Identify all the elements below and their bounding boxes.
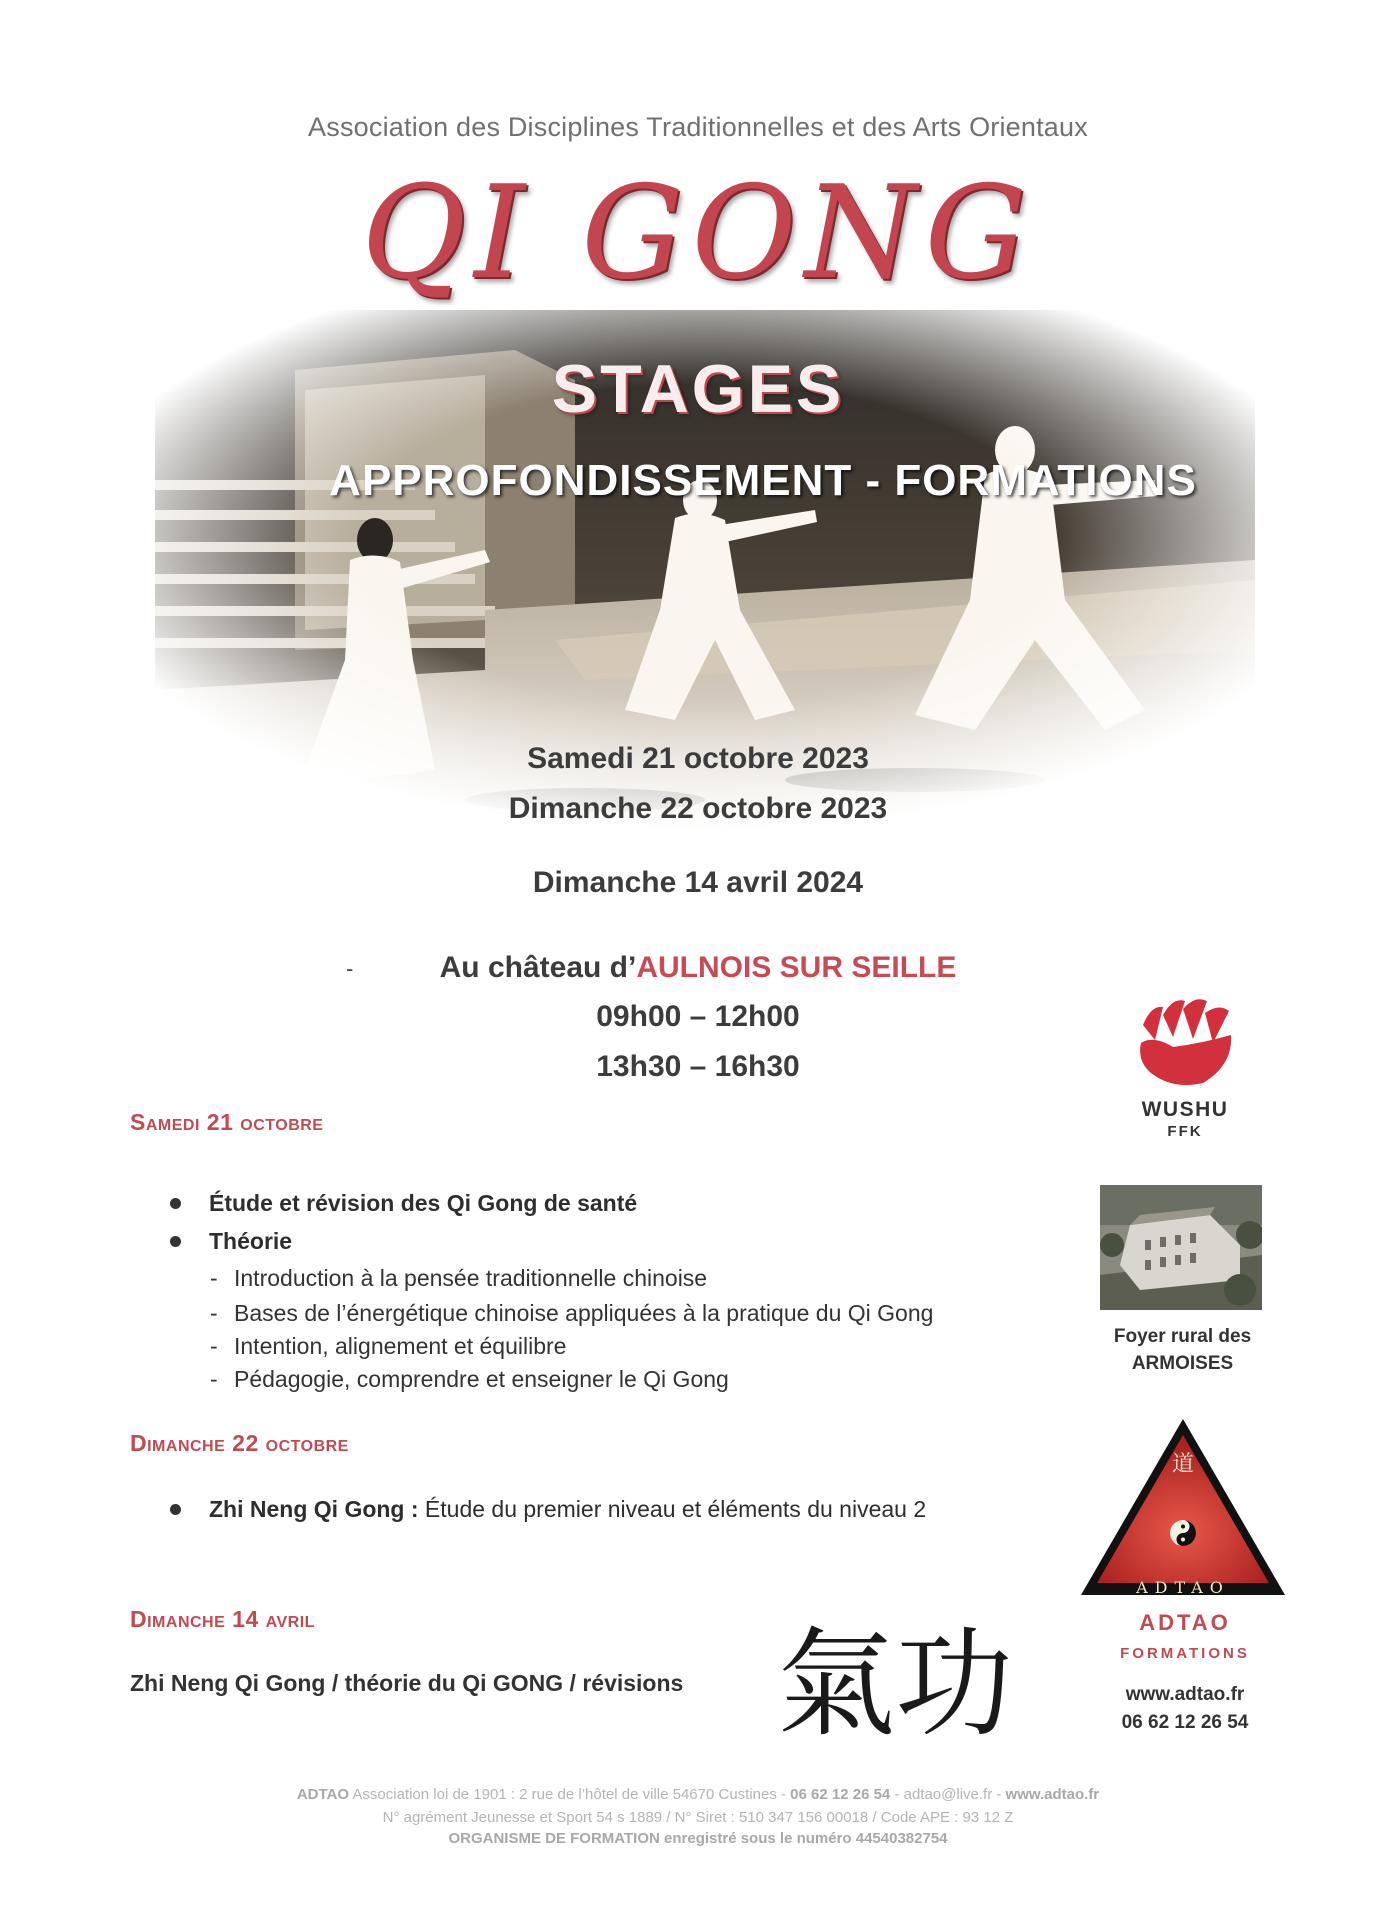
section-heading-dimanche-avril: Dimanche 14 avril — [130, 1606, 315, 1632]
venue-prefix: Au château d’ — [439, 951, 637, 984]
footer-line-1: ADTAO Association loi de 1901 : 2 rue de l’hôtel de ville 54670 Custines - 06 62 12 26 54 - adtao@live.fr - www.adtao.fr — [296, 1786, 1100, 1803]
subtitle: APPROFONDISSEMENT - FORMATIONS — [329, 456, 1197, 505]
sub-item: - Intention, alignement et équilibre — [210, 1333, 567, 1359]
svg-text:道: 道 — [1171, 1452, 1195, 1477]
adtao-label: ADTAO — [1139, 1610, 1231, 1635]
footer-line-3: ORGANISME DE FORMATION enregistré sous le numéro 44540382754 — [448, 1830, 948, 1847]
date-1: Samedi 21 octobre 2023 — [527, 742, 869, 775]
time-morning: 09h00 – 12h00 — [596, 1000, 800, 1033]
association-name: Association des Disciplines Traditionnelles et des Arts Orientaux — [308, 112, 1088, 142]
website-link[interactable]: www.adtao.fr — [1125, 1684, 1245, 1705]
ffk-label: FFK — [1167, 1123, 1203, 1140]
stages-heading: STAGES — [551, 351, 845, 427]
bullet-text: Étude du premier niveau et éléments du niveau 2 — [418, 1496, 927, 1522]
wushu-label: WUSHU — [1141, 1098, 1229, 1121]
foyer-label-line2: ARMOISES — [1131, 1353, 1234, 1374]
venue — [0, 951, 1396, 985]
avril-program: Zhi Neng Qi Gong / théorie du Qi GONG / révisions — [130, 1670, 684, 1696]
main-title: QI GONG — [361, 159, 1035, 308]
date-3: Dimanche 14 avril 2024 — [532, 866, 864, 899]
chateau-photo — [1100, 1185, 1262, 1310]
bullet-dot — [170, 1198, 181, 1209]
wushu-fist-logo — [1133, 995, 1238, 1090]
venue-name: AULNOIS SUR SEILLE — [636, 951, 957, 984]
date-2: Dimanche 22 octobre 2023 — [508, 792, 888, 825]
section-heading-dimanche-octobre: Dimanche 22 octobre — [130, 1430, 349, 1456]
svg-text:氣功: 氣功 — [776, 1615, 1014, 1753]
sub-item: - Bases de l’énergétique chinoise appliquées à la pratique du Qi Gong — [210, 1300, 934, 1326]
sub-item: - Pédagogie, comprendre et enseigner le Qi Gong — [210, 1366, 729, 1392]
time-afternoon: 13h30 – 16h30 — [596, 1050, 800, 1083]
bullet-dot — [170, 1504, 181, 1515]
foyer-label-line1: Foyer rural des — [1113, 1326, 1252, 1347]
bullet-dot — [170, 1236, 181, 1247]
phone-number: 06 62 12 26 54 — [1121, 1712, 1249, 1733]
calligraphy-qigong — [760, 1590, 1030, 1760]
adtao-formations-label: FORMATIONS — [1120, 1645, 1250, 1662]
footer-line-2: N° agrément Jeunesse et Sport 54 s 1889 / N° Siret : 510 347 156 00018 / Code APE : 93 12 Z — [382, 1809, 1014, 1826]
bullet-bold: Zhi Neng Qi Gong : — [209, 1496, 419, 1522]
svg-text:ADTAO: ADTAO — [1136, 1578, 1230, 1597]
sub-item: - Introduction à la pensée traditionnelle chinoise — [210, 1265, 708, 1291]
adtao-triangle-logo — [1077, 1415, 1289, 1600]
stray-dash: - — [346, 956, 354, 981]
section-heading-samedi: Samedi 21 octobre — [130, 1109, 324, 1135]
